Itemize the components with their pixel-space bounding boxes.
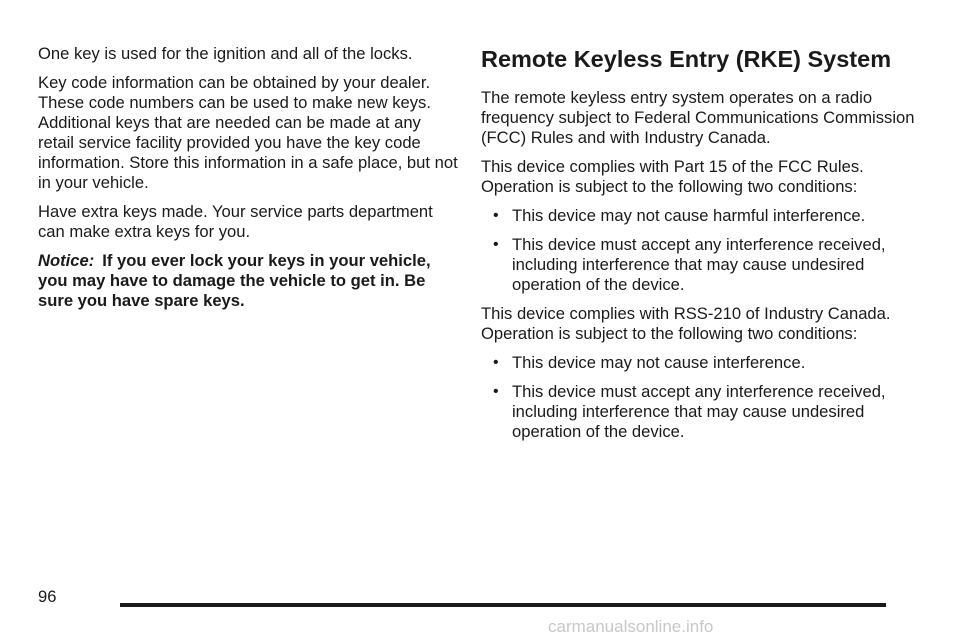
paragraph-key-code: Key code information can be obtained by your dealer. These code numbers can be used to make new keys. Additional keys that are needed can be made at any retail service facility provided you have the key code information. Store this information in a safe place, but not in your vehicle. xyxy=(38,73,458,192)
list-item: • This device may not cause harmful interference. xyxy=(493,206,866,225)
list-item: • This device must accept any interference received, including interference that may cause undesired operation of the device. xyxy=(493,235,886,294)
bullet-icon: • xyxy=(493,236,499,253)
paragraph-fcc: This device complies with Part 15 of the FCC Rules. Operation is subject to the following two conditions: xyxy=(481,157,864,196)
rss-conditions-list xyxy=(481,353,921,442)
bullet-icon: • xyxy=(493,383,499,400)
fcc-conditions-list xyxy=(481,206,921,295)
footer-divider xyxy=(120,603,886,607)
paragraph-ignition-key: One key is used for the ignition and all of the locks. xyxy=(38,44,413,63)
paragraph-rke-intro: The remote keyless entry system operates on a radio frequency subject to Federal Communications Commission (FCC) Rules and with Industry Canada. xyxy=(481,88,915,147)
notice-text: If you ever lock your keys in your vehicle, you may have to damage the vehicle to get in. Be sure you have spare keys. xyxy=(38,251,431,310)
left-column xyxy=(38,0,458,320)
paragraph-extra-keys: Have extra keys made. Your service parts department can make extra keys for you. xyxy=(38,202,433,241)
list-item: • This device may not cause interference. xyxy=(493,353,806,372)
watermark: carmanualsonline.info xyxy=(548,617,714,636)
bullet-icon: • xyxy=(493,207,499,224)
bullet-icon: • xyxy=(493,354,499,371)
paragraph-rss: This device complies with RSS-210 of Industry Canada. Operation is subject to the following two conditions: xyxy=(481,304,891,343)
section-heading: Remote Keyless Entry (RKE) System xyxy=(481,46,892,72)
page-number: 96 xyxy=(38,587,57,606)
notice-label: Notice: xyxy=(38,251,95,270)
notice-paragraph xyxy=(38,251,458,311)
right-column xyxy=(481,0,921,451)
list-item: • This device must accept any interference received, including interference that may cause undesired operation of the device. xyxy=(493,382,886,441)
